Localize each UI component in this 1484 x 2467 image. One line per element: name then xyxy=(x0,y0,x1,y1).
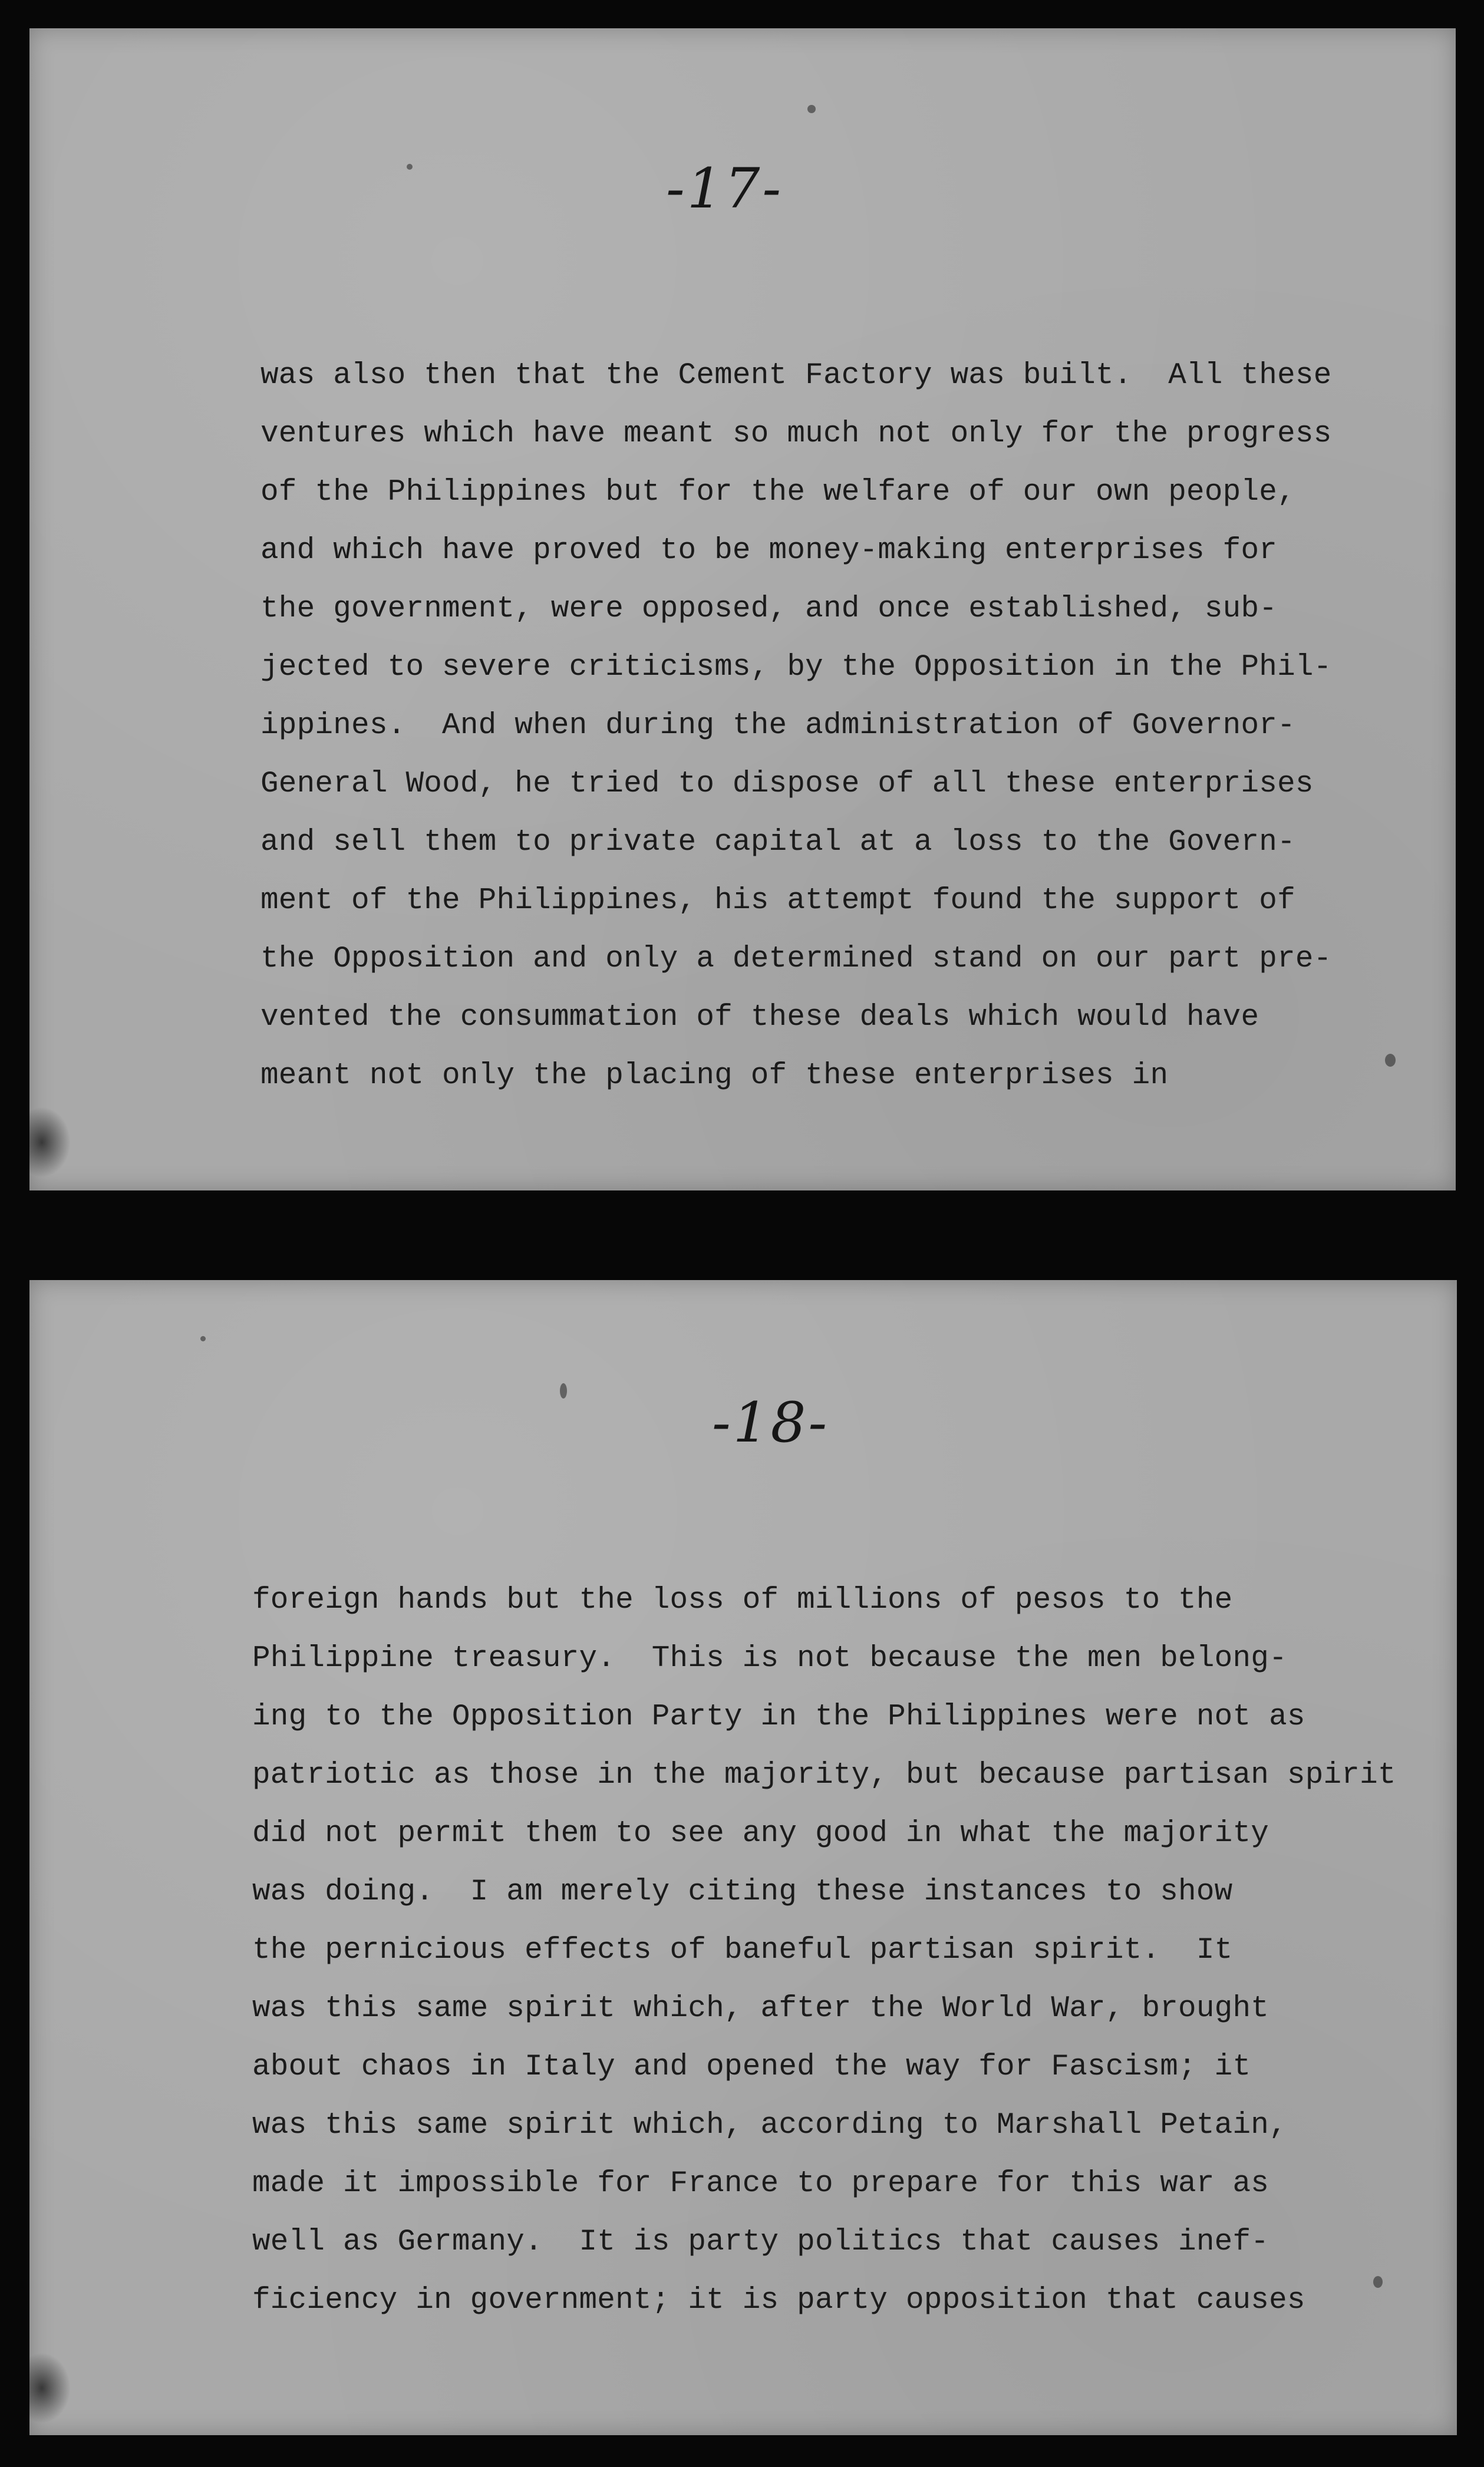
text-line: the government, were opposed, and once established, sub- xyxy=(260,592,1278,626)
text-line: patriotic as those in the majority, but because partisan spirit xyxy=(252,1759,1396,1792)
text-line: and sell them to private capital at a loss to the Govern- xyxy=(260,826,1295,859)
page-number: -18- xyxy=(712,1391,830,1455)
typed-paragraph xyxy=(252,1571,1396,2330)
text-line: ventures which have meant so much not only for the progress xyxy=(260,417,1332,451)
paper-speck xyxy=(1373,2276,1383,2288)
paper-speck xyxy=(407,164,413,170)
text-line: of the Philippines but for the welfare of our own people, xyxy=(260,476,1295,509)
text-line: ment of the Philippines, his attempt found the support of xyxy=(260,884,1295,918)
paper-speck xyxy=(560,1383,567,1399)
text-line: General Wood, he tried to dispose of all these enterprises xyxy=(260,767,1314,801)
text-line: ficiency in government; it is party opposition that causes xyxy=(252,2284,1305,2317)
text-line: jected to severe criticisms, by the Opposition in the Phil- xyxy=(260,651,1332,684)
text-line: the pernicious effects of baneful partisan spirit. It xyxy=(252,1934,1233,1967)
text-line: was also then that the Cement Factory was built. All these xyxy=(260,359,1332,393)
document-page-17 xyxy=(29,28,1456,1190)
text-line: was this same spirit which, according to Marshall Petain, xyxy=(252,2109,1287,2142)
text-line: was doing. I am merely citing these instances to show xyxy=(252,1875,1233,1909)
document-page-18 xyxy=(29,1280,1457,2435)
text-line: about chaos in Italy and opened the way for Fascism; it xyxy=(252,2050,1251,2084)
text-line: did not permit them to see any good in what the majority xyxy=(252,1817,1269,1851)
page-number: -17- xyxy=(666,157,784,221)
text-line: was this same spirit which, after the World War, brought xyxy=(252,1992,1269,2026)
text-line: made it impossible for France to prepare for this war as xyxy=(252,2167,1269,2201)
paper-speck xyxy=(200,1336,206,1341)
text-line: foreign hands but the loss of millions of pesos to the xyxy=(252,1584,1233,1617)
typed-paragraph xyxy=(260,347,1332,1105)
paper-edge-damage xyxy=(29,1107,71,1178)
text-line: and which have proved to be money-making enterprises for xyxy=(260,534,1278,568)
text-line: vented the consummation of these deals which would have xyxy=(260,1001,1259,1034)
text-line: meant not only the placing of these enterprises in xyxy=(260,1059,1169,1093)
text-line: well as Germany. It is party politics that causes inef- xyxy=(252,2225,1269,2259)
text-line: ing to the Opposition Party in the Philippines were not as xyxy=(252,1700,1305,1734)
paper-edge-damage xyxy=(29,2353,71,2423)
text-line: ippines. And when during the administration of Governor- xyxy=(260,709,1295,743)
paper-speck xyxy=(807,105,816,113)
text-line: the Opposition and only a determined stand on our part pre- xyxy=(260,942,1332,976)
text-line: Philippine treasury. This is not because the men belong- xyxy=(252,1642,1287,1676)
paper-speck xyxy=(1385,1054,1396,1067)
